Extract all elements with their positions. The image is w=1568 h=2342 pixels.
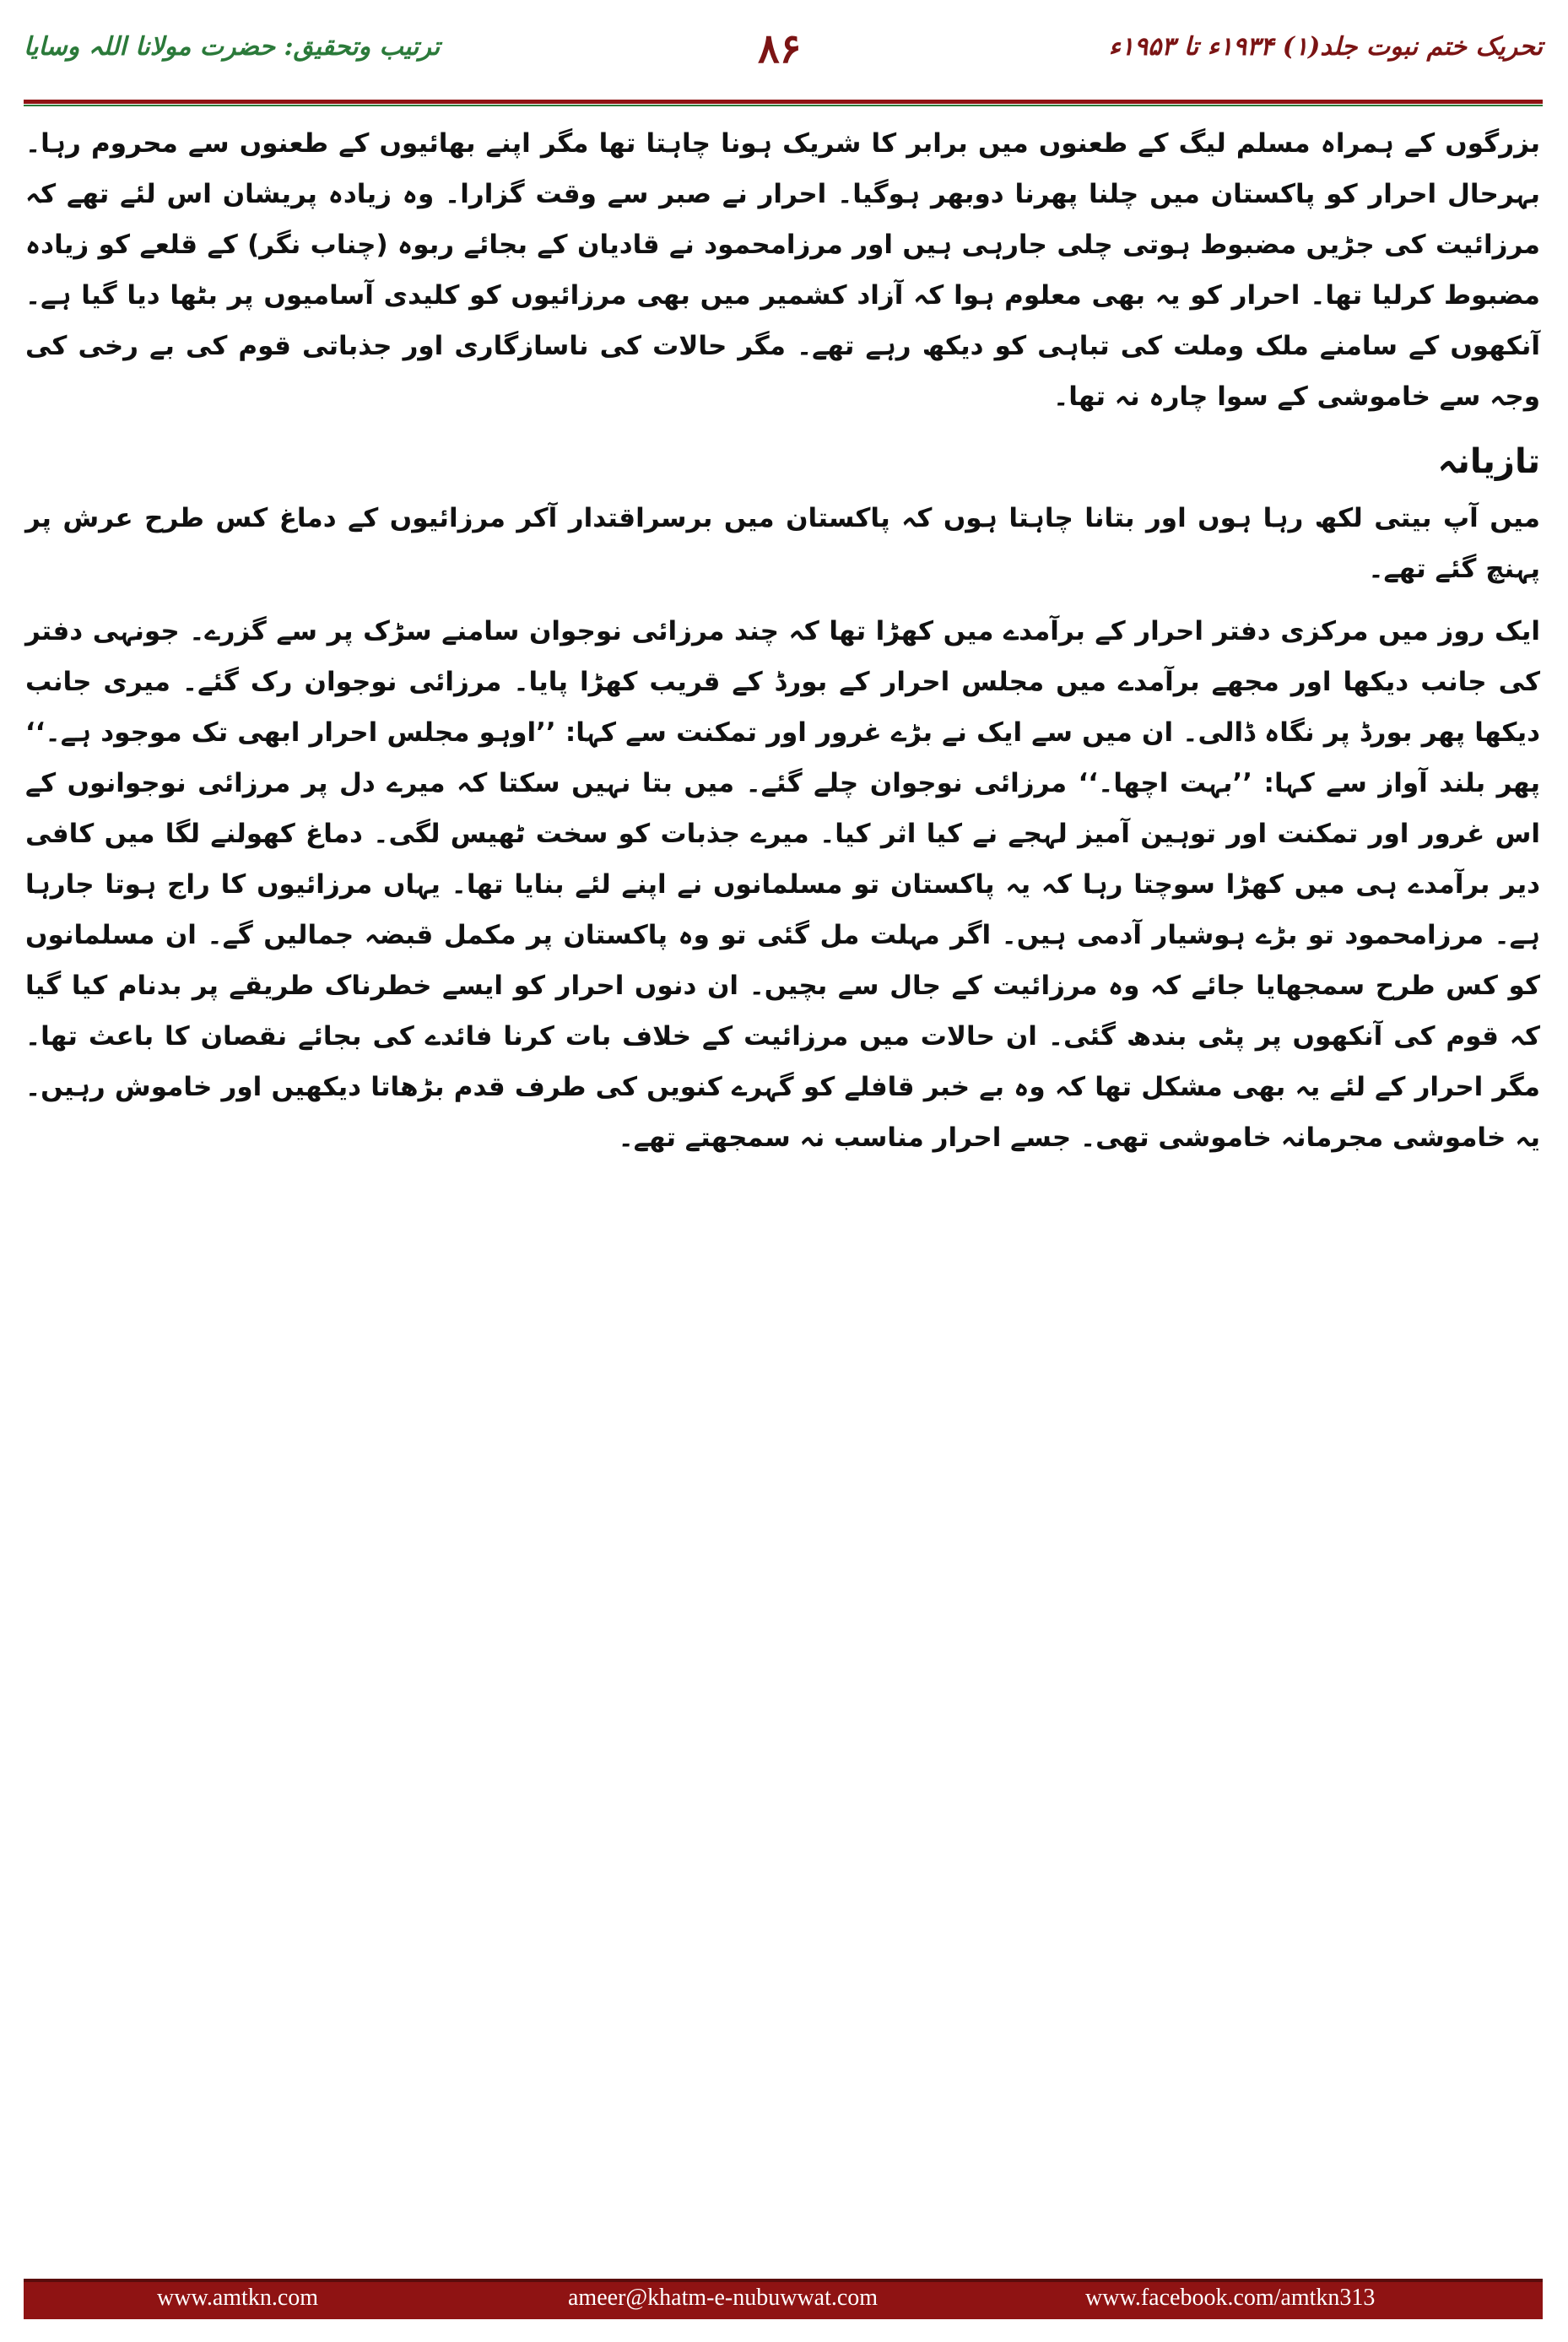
page-header bbox=[24, 25, 1543, 84]
page-number: ۸۶ bbox=[758, 25, 802, 73]
email-link[interactable]: ameer@khatm-e-nubuwwat.com bbox=[568, 2285, 879, 2311]
paragraph-3: ایک روز میں مرکزی دفتر احرار کے برآمدے میں کھڑا تھا کہ چند مرزائی نوجوان سامنے سڑک پر سے گزرے۔ جونہی دفتر کی جانب دیکھا اور مجھے برآمدے میں مجلس احرار کے بورڈ کے قریب کھڑا پایا۔ مرزائی نوجوان رک گئے۔ میری جانب دیکھا پھر بورڈ پر نگاہ ڈالی۔ ان میں سے ایک نے بڑے غرور اور تمکنت سے کہا: ’’اوہو مجلس احرار ابھی تک موجود ہے۔‘‘ پھر بلند آواز سے کہا: ’’بہت اچھا۔‘‘ مرزائی نوجوان چلے گئے۔ میں بتا نہیں سکتا کہ میرے دل پر مرزائی نوجوانوں کے اس غرور اور تمکنت اور توہین آمیز لہجے نے کیا اثر کیا۔ میرے جذبات کو سخت ٹھیس لگی۔ دماغ کھولنے لگا میں کافی دیر برآمدے ہی میں کھڑا سوچتا رہا کہ یہ پاکستان تو مسلمانوں نے اپنے لئے بنایا تھا۔ یہاں مرزائیوں کا راج ہوتا جارہا ہے۔ مرزامحمود تو بڑے ہوشیار آدمی ہیں۔ اگر مہلت مل گئی تو وہ پاکستان پر مکمل قبضہ جمالیں گے۔ ان مسلمانوں کو کس طرح سمجھایا جائے کہ وہ مرزائیت کے جال سے بچیں۔ ان دنوں احرار کو ایسے خطرناک طریقے پر بدنام کیا گیا کہ قوم کی آنکھوں پر پٹی بندھ گئی۔ ان حالات میں مرزائیت کے خلاف بات کرنا فائدے کی بجائے نقصان کا باعث تھا۔ مگر احرار کے لئے یہ بھی مشکل تھا کہ وہ بے خبر قافلے کو گہرے کنویں کی طرف قدم بڑھاتا دیکھیں اور خاموش رہیں۔ یہ خاموشی مجرمانہ خاموشی تھی۔ جسے احرار مناسب نہ سمجھتے تھے۔ bbox=[25, 616, 1541, 1153]
facebook-link[interactable]: www.facebook.com/amtkn313 bbox=[1085, 2285, 1376, 2311]
book-title: تحریک ختم نبوت جلد(۱) ۱۹۳۴ء تا ۱۹۵۳ء bbox=[1108, 32, 1543, 62]
header-divider-red bbox=[24, 100, 1543, 104]
compiler-credit: ترتیب وتحقیق: حضرت مولانا اللہ وسایا bbox=[24, 32, 441, 62]
page-body bbox=[25, 118, 1540, 1175]
paragraph-1: بزرگوں کے ہمراہ مسلم لیگ کے طعنوں میں برابر کا شریک ہونا چاہتا تھا مگر اپنے بھائیوں کے طعنوں سے محروم رہا۔ بہرحال احرار کو پاکستان میں چلنا پھرنا دوبھر ہوگیا۔ احرار نے صبر سے وقت گزارا۔ وہ زیادہ پریشان اس لئے تھے کہ مرزائیت کی جڑیں مضبوط ہوتی چلی جارہی ہیں اور مرزامحمود نے قادیان کے بجائے ربوہ (چناب نگر) کے قلعے کو زیادہ مضبوط کرلیا تھا۔ احرار کو یہ بھی معلوم ہوا کہ آزاد کشمیر میں بھی مرزائیوں کو کلیدی آسامیوں پر بٹھا دیا گیا ہے۔ آنکھوں کے سامنے ملک وملت کی تباہی کو دیکھ رہے تھے۔ مگر حالات کی ناسازگاری اور جذباتی قوم کی بے رخی کی وجہ سے خاموشی کے سوا چارہ نہ تھا۔ bbox=[25, 128, 1540, 412]
header-divider-green bbox=[24, 105, 1543, 106]
page-footer bbox=[24, 2279, 1543, 2319]
website-link[interactable]: www.amtkn.com bbox=[157, 2285, 319, 2311]
section-heading: تازیانہ bbox=[1437, 442, 1540, 481]
paragraph-2: میں آپ بیتی لکھ رہا ہوں اور بتانا چاہتا ہوں کہ پاکستان میں برسراقتدار آکر مرزائیوں کے دماغ کس طرح عرش پر پہنچ گئے تھے۔ bbox=[25, 503, 1540, 584]
